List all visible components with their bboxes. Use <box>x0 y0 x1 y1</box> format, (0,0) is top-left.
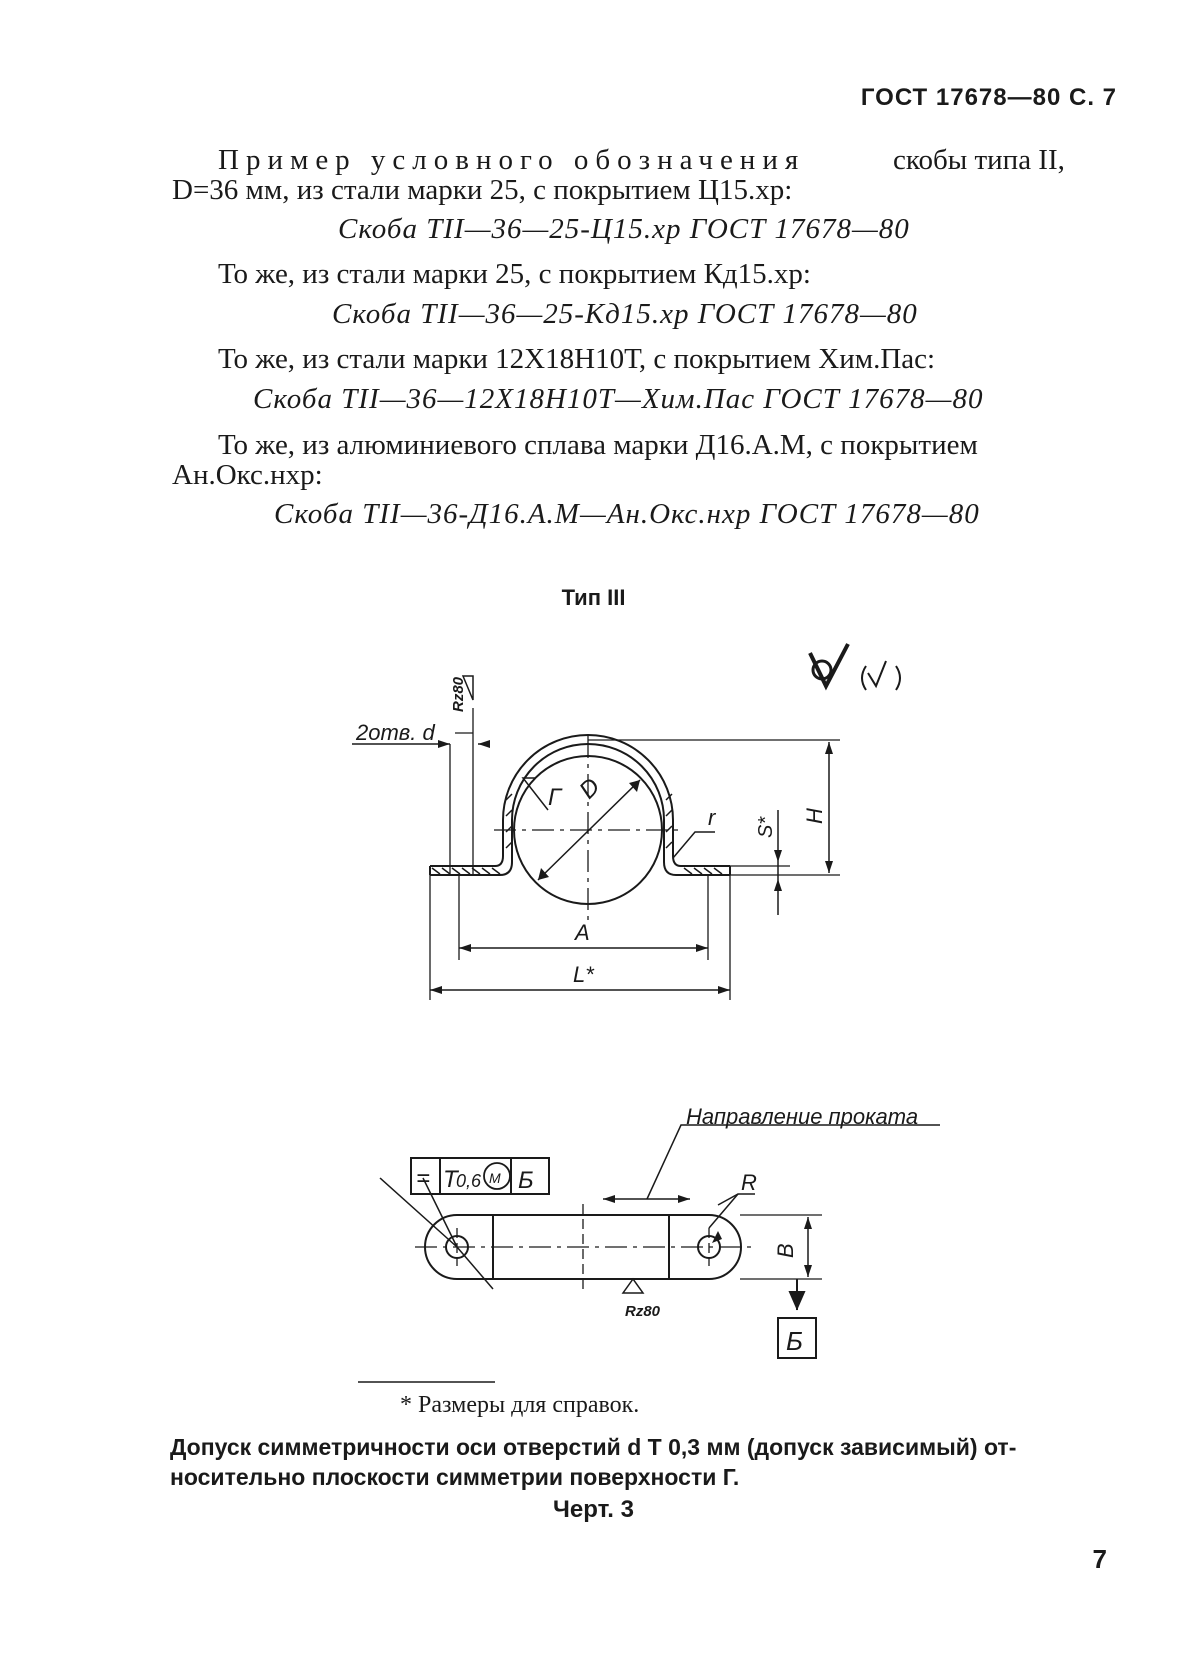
example-designation-4: Скоба ТII—36-Д16.А.М—Ан.Окс.нхр ГОСТ 17678—80 <box>274 498 980 530</box>
example-designation-3: Скоба ТII—36—12Х18Н10Т—Хим.Пас ГОСТ 17678—80 <box>253 383 984 415</box>
dimension-a-label: A <box>575 920 590 945</box>
roughness-label-front: Rz80 <box>450 676 467 712</box>
diameter-label: D <box>574 772 606 805</box>
datum-box-label: Б <box>786 1326 803 1356</box>
tolerance-note-line-2: носительно плоскости симметрии поверхности Г. <box>170 1464 740 1490</box>
tolerance-datum: Б <box>518 1167 534 1194</box>
paragraph-2: То же, из стали марки 25, с покрытием Кд15.хр: <box>218 258 811 290</box>
paragraph-1-start: Пример условного обозначения <box>218 144 806 176</box>
paragraph-4-line-2: Ан.Окс.нхр: <box>172 459 323 491</box>
page-number: 7 <box>1092 1544 1107 1574</box>
dimension-l-label: L* <box>573 962 594 987</box>
paragraph-1-line-2: D=36 мм, из стали марки 25, с покрытием Ц15.хр: <box>172 174 793 206</box>
paragraph-1-end: скобы типа II, <box>893 144 1065 176</box>
width-label: B <box>773 1243 798 1258</box>
tolerance-value: 0,6 <box>456 1171 482 1191</box>
thickness-label: S* <box>755 816 777 838</box>
surface-finish-symbol <box>810 644 900 690</box>
paragraph-3: То же, из стали марки 12Х18Н10Т, с покрытием Хим.Пас: <box>218 343 936 375</box>
radius-big-label: R <box>741 1170 757 1195</box>
surface-gamma-label: Г <box>548 784 562 811</box>
radius-r-label: r <box>708 805 716 830</box>
height-label: H <box>802 808 827 824</box>
example-designation-1: Скоба ТII—36—25-Ц15.хр ГОСТ 17678—80 <box>338 213 910 245</box>
tolerance-t-label: T <box>443 1166 458 1193</box>
page-header: ГОСТ 17678—80 С. 7 <box>860 84 1117 111</box>
tolerance-note-line-1: Допуск симметричности оси отверстий d Т 0,3 мм (допуск зависимый) от- <box>170 1434 1017 1460</box>
rolling-direction-label: Направление проката <box>686 1104 919 1129</box>
footnote: * Размеры для справок. <box>400 1392 640 1418</box>
tolerance-symmetry-symbol: = <box>416 1165 431 1192</box>
example-designation-2: Скоба ТII—36—25-Кд15.хр ГОСТ 17678—80 <box>332 298 918 330</box>
type-title: Тип III <box>561 585 626 610</box>
holes-label: 2отв. d <box>356 720 435 745</box>
roughness-label-top: Rz80 <box>625 1303 661 1320</box>
paragraph-4: То же, из алюминиевого сплава марки Д16.А.М, с покрытием <box>218 429 978 461</box>
clamp-top-view <box>380 1125 940 1358</box>
tolerance-m-symbol: M <box>489 1170 501 1186</box>
figure-caption: Черт. 3 <box>553 1496 634 1523</box>
